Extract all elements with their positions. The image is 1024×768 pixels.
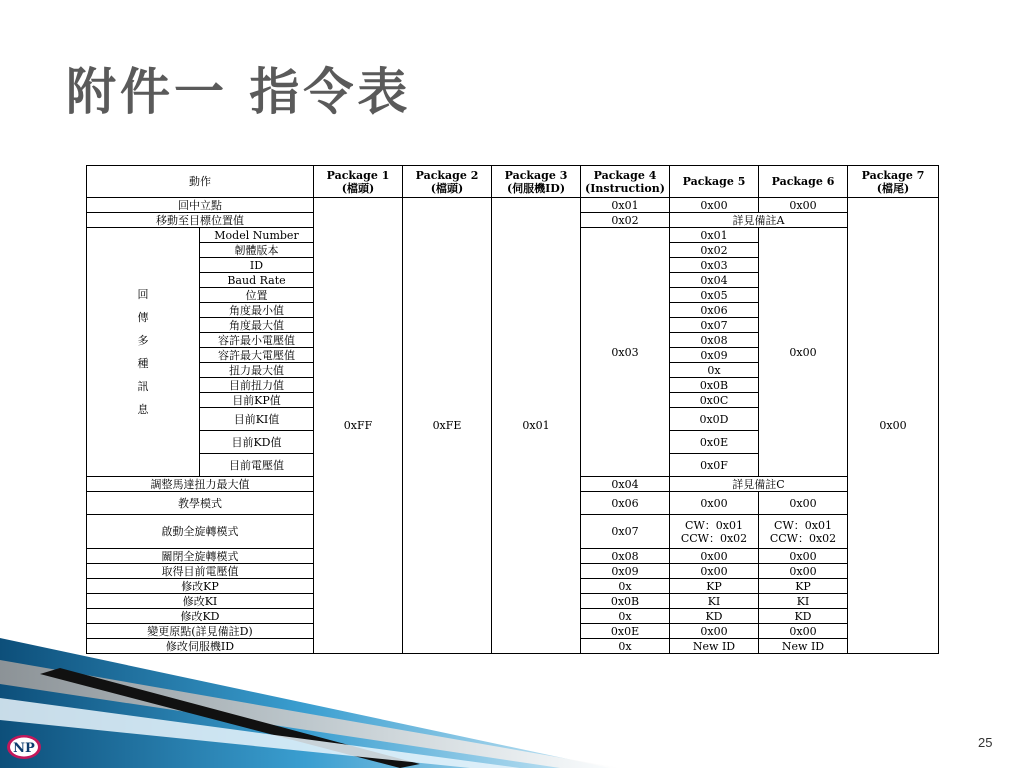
item-name: Model Number (200, 228, 314, 243)
action-cell: 回中立點 (87, 198, 314, 213)
package5-cell: 0x08 (670, 333, 759, 348)
item-name: Baud Rate (200, 273, 314, 288)
package4-cell: 0x (581, 609, 670, 624)
item-name: 目前KD值 (200, 431, 314, 454)
action-cell: 移動至目標位置值 (87, 213, 314, 228)
package5-cell: 0x (670, 363, 759, 378)
header-package-4: Package 4 (Instruction) (581, 166, 670, 198)
action-cell: 教學模式 (87, 492, 314, 515)
package2-cell: 0xFE (403, 198, 492, 654)
package4-cell: 0x04 (581, 477, 670, 492)
package4-cell: 0x0B (581, 594, 670, 609)
package6-cell: 0x00 (759, 228, 848, 477)
package4-cell: 0x06 (581, 492, 670, 515)
page-number: 25 (978, 735, 993, 750)
action-cell: 修改KP (87, 579, 314, 594)
package5-cell: 0x07 (670, 318, 759, 333)
slide-title: 附件一 指令表 (66, 63, 412, 121)
package7-cell: 0x00 (848, 198, 939, 654)
item-name: 目前KP值 (200, 393, 314, 408)
header-action: 動作 (87, 166, 314, 198)
package5-cell: 0x0B (670, 378, 759, 393)
table-row (87, 198, 939, 213)
package5-cell: KI (670, 594, 759, 609)
package6-cell: KI (759, 594, 848, 609)
item-name: 位置 (200, 288, 314, 303)
package4-cell: 0x07 (581, 515, 670, 549)
np-logo (6, 734, 42, 760)
action-cell: 調整馬達扭力最大值 (87, 477, 314, 492)
header-package-6: Package 6 (759, 166, 848, 198)
package6-cell: 0x00 (759, 624, 848, 639)
action-cell: 取得目前電壓值 (87, 564, 314, 579)
header-package-5: Package 5 (670, 166, 759, 198)
package5-cell: New ID (670, 639, 759, 654)
package3-cell: 0x01 (492, 198, 581, 654)
package5-cell: 0x03 (670, 258, 759, 273)
package4-cell: 0x03 (581, 228, 670, 477)
item-name: ID (200, 258, 314, 273)
header-row (87, 166, 939, 198)
action-cell: 變更原點(詳見備註D) (87, 624, 314, 639)
package5-cell: 0x0F (670, 454, 759, 477)
package5-cell: KD (670, 609, 759, 624)
package5-cell: CW：0x01 CCW：0x02 (670, 515, 759, 549)
package4-cell: 0x01 (581, 198, 670, 213)
package5-cell: 0x0E (670, 431, 759, 454)
action-cell: 修改KD (87, 609, 314, 624)
package4-cell: 0x09 (581, 564, 670, 579)
package5-cell: 0x00 (670, 549, 759, 564)
package6-cell: 0x00 (759, 198, 848, 213)
package4-cell: 0x0E (581, 624, 670, 639)
item-name: 角度最小值 (200, 303, 314, 318)
return-group-label: 回 傳 多 種 訊 息 (87, 228, 200, 477)
package5-cell: KP (670, 579, 759, 594)
package6-cell: 0x00 (759, 564, 848, 579)
item-name: 目前KI值 (200, 408, 314, 431)
package1-cell: 0xFF (314, 198, 403, 654)
package5-cell: 0x0D (670, 408, 759, 431)
package4-cell: 0x (581, 639, 670, 654)
action-cell: 修改KI (87, 594, 314, 609)
package6-cell: CW：0x01 CCW：0x02 (759, 515, 848, 549)
header-package-2: Package 2 (檔頭) (403, 166, 492, 198)
item-name: 韌體版本 (200, 243, 314, 258)
action-cell: 啟動全旋轉模式 (87, 515, 314, 549)
package5-cell: 0x00 (670, 624, 759, 639)
package5-cell: 0x0C (670, 393, 759, 408)
package4-cell: 0x (581, 579, 670, 594)
package6-cell: New ID (759, 639, 848, 654)
item-name: 扭力最大值 (200, 363, 314, 378)
item-name: 目前電壓值 (200, 454, 314, 477)
package5-cell: 0x04 (670, 273, 759, 288)
package5-cell: 0x06 (670, 303, 759, 318)
item-name: 容許最小電壓值 (200, 333, 314, 348)
package5-cell: 0x00 (670, 492, 759, 515)
package4-cell: 0x02 (581, 213, 670, 228)
item-name: 角度最大值 (200, 318, 314, 333)
note-cell: 詳見備註A (670, 213, 848, 228)
action-cell: 關閉全旋轉模式 (87, 549, 314, 564)
package6-cell: 0x00 (759, 492, 848, 515)
package5-cell: 0x05 (670, 288, 759, 303)
package6-cell: 0x00 (759, 549, 848, 564)
decorative-stripes (0, 638, 620, 768)
package6-cell: KD (759, 609, 848, 624)
package4-cell: 0x08 (581, 549, 670, 564)
header-package-1: Package 1 (檔頭) (314, 166, 403, 198)
package5-cell: 0x01 (670, 228, 759, 243)
package5-cell: 0x00 (670, 564, 759, 579)
package5-cell: 0x02 (670, 243, 759, 258)
note-cell: 詳見備註C (670, 477, 848, 492)
package5-cell: 0x09 (670, 348, 759, 363)
header-package-3: Package 3 (伺服機ID) (492, 166, 581, 198)
package6-cell: KP (759, 579, 848, 594)
command-table (86, 165, 939, 654)
package5-cell: 0x00 (670, 198, 759, 213)
action-cell: 修改伺服機ID (87, 639, 314, 654)
svg-text:NP: NP (13, 741, 35, 756)
header-package-7: Package 7 (檔尾) (848, 166, 939, 198)
item-name: 目前扭力值 (200, 378, 314, 393)
item-name: 容許最大電壓值 (200, 348, 314, 363)
